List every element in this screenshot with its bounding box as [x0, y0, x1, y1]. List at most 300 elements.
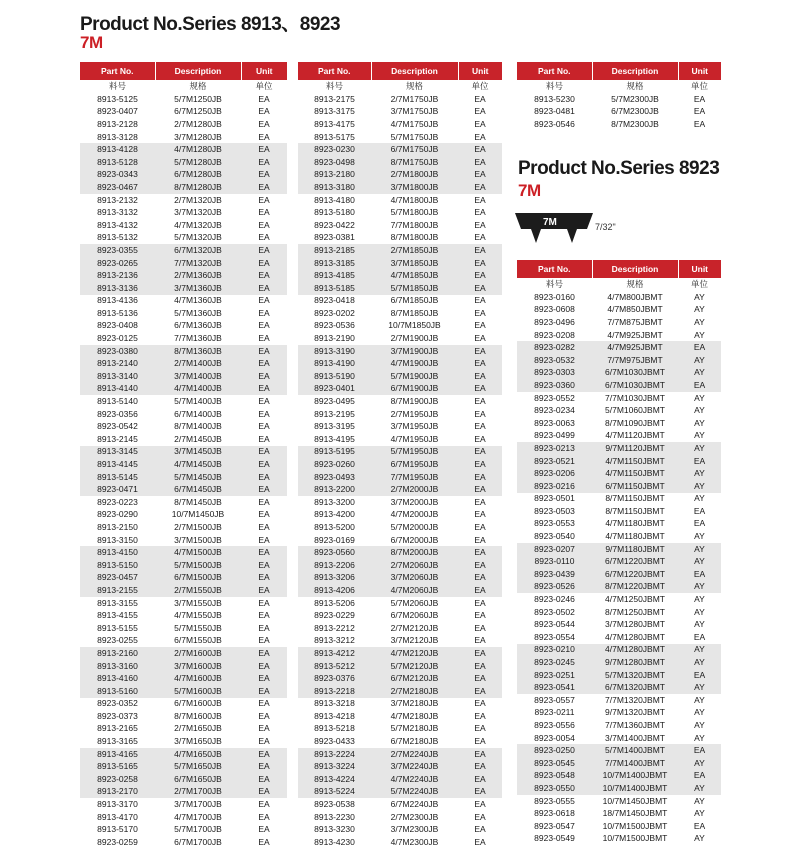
- table-row: [80, 458, 287, 471]
- unit-cell: AY: [694, 531, 705, 542]
- description-cell: 10/7M1850JB: [388, 320, 441, 331]
- description-cell: 6/7M1850JB: [390, 295, 439, 306]
- table-row: [517, 719, 721, 732]
- part-no-cell: 8923-0553: [534, 518, 575, 529]
- part-no-cell: 8913-3136: [80, 282, 155, 295]
- table-row: [80, 257, 287, 270]
- description-cell: 4/7M1400JB: [155, 383, 241, 396]
- part-no-cell: 8923-0250: [517, 744, 592, 757]
- unit-cell: EA: [258, 635, 270, 646]
- unit-cell: EA: [474, 232, 486, 243]
- part-no-cell: 8913-3195: [314, 421, 355, 432]
- part-no-cell: 8923-0545: [517, 757, 592, 770]
- header-part-no: Part No.: [80, 62, 155, 80]
- table-row: [80, 269, 287, 282]
- part-no-cell: 8913-2165: [97, 723, 138, 734]
- table-row: [80, 307, 287, 320]
- description-cell: 7/7M1400JBMT: [592, 757, 678, 770]
- table-row: [298, 357, 502, 370]
- header-unit-cn: 单位: [678, 278, 721, 291]
- description-cell: 3/7M1360JB: [155, 282, 241, 295]
- table-row: [80, 635, 287, 648]
- unit-cell: EA: [258, 824, 270, 835]
- unit-cell: EA: [241, 584, 287, 597]
- description-cell: 5/7M1280JB: [155, 156, 241, 169]
- description-cell: 4/7M2300JB: [390, 836, 439, 847]
- part-no-cell: 8923-0541: [517, 681, 592, 694]
- part-no-cell: 8913-4165: [80, 748, 155, 761]
- description-cell: 5/7M1800JB: [390, 207, 439, 218]
- description-cell: 2/7M1850JB: [371, 244, 458, 257]
- table-row: [80, 433, 287, 446]
- unit-cell: AY: [678, 681, 721, 694]
- description-cell: 5/7M2120JB: [371, 660, 458, 673]
- part-no-cell: 8913-5180: [314, 207, 355, 218]
- description-cell: 3/7M1650JB: [174, 736, 222, 747]
- part-no-cell: 8923-0503: [534, 505, 575, 516]
- unit-cell: EA: [458, 672, 502, 685]
- part-no-cell: 8923-0207: [517, 543, 592, 556]
- description-cell: 3/7M1850JB: [371, 257, 458, 270]
- description-cell: 3/7M1400JBMT: [605, 732, 665, 743]
- unit-cell: EA: [258, 710, 270, 721]
- table-row: [80, 357, 287, 370]
- table-row: [298, 710, 502, 723]
- unit-cell: EA: [693, 518, 706, 529]
- unit-cell: EA: [458, 257, 502, 270]
- table-row: [517, 392, 721, 405]
- description-cell: 3/7M1950JB: [390, 421, 439, 432]
- part-no-cell: 8923-0356: [97, 408, 138, 419]
- part-no-cell: 8913-5190: [298, 370, 371, 383]
- description-cell: 5/7M2060JB: [390, 597, 439, 608]
- part-no-cell: 8913-4195: [314, 433, 355, 444]
- unit-cell: EA: [258, 736, 270, 747]
- table-row: [517, 354, 721, 367]
- part-no-cell: 8923-0433: [314, 736, 355, 747]
- unit-cell: EA: [474, 610, 486, 621]
- description-cell: 4/7M1600JB: [155, 672, 241, 685]
- unit-cell: EA: [474, 295, 486, 306]
- part-no-cell: 8913-4170: [97, 811, 138, 822]
- description-cell: 9/7M1280JBMT: [592, 656, 678, 669]
- unit-cell: AY: [694, 493, 705, 504]
- unit-cell: EA: [474, 433, 486, 444]
- description-cell: 5/7M1360JB: [174, 307, 222, 318]
- description-cell: 5/7M1700JB: [174, 824, 222, 835]
- unit-cell: AY: [678, 543, 721, 556]
- table-row: [298, 106, 502, 119]
- description-cell: 3/7M1800JB: [371, 181, 458, 194]
- table-row: [517, 442, 721, 455]
- table-row: [517, 106, 721, 119]
- table-row: [80, 660, 287, 673]
- unit-cell: AY: [694, 594, 705, 605]
- description-cell: 10/7M1500JBMT: [602, 833, 668, 844]
- unit-cell: EA: [241, 446, 287, 459]
- unit-cell: EA: [458, 345, 502, 358]
- table-row: [517, 606, 721, 619]
- unit-cell: EA: [241, 282, 287, 295]
- description-cell: 4/7M1950JB: [390, 433, 439, 444]
- table-row: [80, 584, 287, 597]
- unit-cell: EA: [678, 568, 721, 581]
- description-cell: 2/7M1500JB: [174, 521, 222, 532]
- belt-profile-icon: [515, 213, 595, 243]
- unit-cell: EA: [241, 685, 287, 698]
- unit-cell: EA: [458, 446, 502, 459]
- unit-cell: EA: [693, 106, 706, 117]
- table-row: [517, 455, 721, 468]
- description-cell: 7/7M1950JB: [371, 471, 458, 484]
- table-row: [80, 735, 287, 748]
- part-no-cell: 8913-3132: [97, 207, 138, 218]
- table-row: [80, 572, 287, 585]
- unit-cell: EA: [474, 635, 486, 646]
- table-row: [80, 773, 287, 786]
- table-row: [517, 807, 721, 820]
- description-cell: 3/7M1750JB: [390, 106, 439, 117]
- description-cell: 5/7M2180JB: [390, 723, 439, 734]
- description-cell: 8/7M1400JB: [174, 421, 222, 432]
- header-part-no-cn: 料号: [298, 80, 371, 93]
- part-no-cell: 8923-0542: [97, 421, 138, 432]
- description-cell: 5/7M1600JB: [155, 685, 241, 698]
- description-cell: 3/7M1500JB: [174, 534, 222, 545]
- page-title: Product No.Series 8913、8923: [80, 14, 341, 35]
- description-cell: 4/7M1750JB: [390, 118, 439, 129]
- unit-cell: AY: [694, 808, 705, 819]
- part-no-cell: 8913-5136: [97, 307, 138, 318]
- table-row: [298, 446, 502, 459]
- table-row: [80, 836, 287, 849]
- table-row: [517, 367, 721, 380]
- table-row: [517, 707, 721, 720]
- header-unit: Unit: [678, 260, 721, 278]
- part-no-cell: 8923-0343: [80, 169, 155, 182]
- description-cell: 7/7M1360JBMT: [605, 719, 665, 730]
- description-cell: 5/7M1450JB: [155, 471, 241, 484]
- table-row: [80, 647, 287, 660]
- table-row: [298, 572, 502, 585]
- description-cell: 4/7M2240JB: [371, 773, 458, 786]
- unit-cell: EA: [474, 698, 486, 709]
- unit-cell: EA: [241, 257, 287, 270]
- table-row: [80, 823, 287, 836]
- description-cell: 5/7M1900JB: [371, 370, 458, 383]
- header-part-no-cn: 料号: [80, 80, 155, 93]
- unit-cell: EA: [458, 244, 502, 257]
- unit-cell: EA: [241, 269, 287, 282]
- unit-cell: AY: [694, 392, 705, 403]
- header-description-cn: 规格: [592, 80, 678, 93]
- description-cell: 8/7M1750JB: [371, 156, 458, 169]
- unit-cell: EA: [258, 799, 270, 810]
- part-no-cell: 8913-4160: [80, 672, 155, 685]
- unit-cell: EA: [258, 433, 270, 444]
- table-row: [517, 694, 721, 707]
- description-cell: 6/7M1220JBMT: [592, 568, 678, 581]
- part-no-cell: 8913-5125: [97, 93, 138, 104]
- part-no-cell: 8913-3175: [314, 106, 355, 117]
- table-row: [298, 609, 502, 622]
- unit-cell: EA: [474, 496, 486, 507]
- description-cell: 10/7M1450JB: [171, 509, 225, 520]
- part-no-cell: 8923-0282: [517, 341, 592, 354]
- description-cell: 8/7M1150JBMT: [605, 493, 665, 504]
- unit-cell: EA: [474, 736, 486, 747]
- table-row: [517, 795, 721, 808]
- table-row: [80, 295, 287, 308]
- part-no-cell: 8923-0481: [534, 106, 575, 117]
- unit-cell: EA: [458, 143, 502, 156]
- table-row: [298, 206, 502, 219]
- unit-cell: EA: [241, 169, 287, 182]
- part-no-cell: 8913-4200: [314, 509, 355, 520]
- table-row: [298, 760, 502, 773]
- unit-cell: EA: [258, 421, 270, 432]
- description-cell: 6/7M2240JB: [390, 799, 439, 810]
- unit-cell: EA: [693, 93, 706, 104]
- unit-cell: EA: [241, 156, 287, 169]
- description-cell: 10/7M1450JBMT: [602, 795, 668, 806]
- part-no-cell: 8923-0408: [97, 320, 138, 331]
- part-no-cell: 8923-0407: [97, 106, 138, 117]
- description-cell: 6/7M2300JB: [611, 106, 659, 117]
- table-row: [517, 593, 721, 606]
- description-cell: 8/7M1090JBMT: [605, 417, 665, 428]
- table-row: [298, 672, 502, 685]
- description-cell: 6/7M1550JB: [174, 635, 222, 646]
- description-cell: 5/7M1250JB: [174, 93, 222, 104]
- table-row: [298, 723, 502, 736]
- description-cell: 5/7M1500JB: [155, 559, 241, 572]
- section-belt-type-heading: 7M: [518, 181, 541, 200]
- unit-cell: EA: [458, 584, 502, 597]
- table-row: [80, 509, 287, 522]
- part-no-cell: 8923-0352: [97, 698, 138, 709]
- part-no-cell: 8923-0246: [534, 594, 575, 605]
- header-part-no: Part No.: [517, 62, 592, 80]
- part-no-cell: 8923-0557: [534, 694, 575, 705]
- description-cell: 6/7M1360JB: [174, 320, 222, 331]
- table-row: [298, 219, 502, 232]
- unit-cell: EA: [258, 232, 270, 243]
- part-no-cell: 8923-0208: [534, 329, 575, 340]
- unit-cell: EA: [258, 333, 270, 344]
- unit-cell: EA: [474, 723, 486, 734]
- description-cell: 3/7M2240JB: [371, 760, 458, 773]
- description-cell: 4/7M1280JB: [155, 143, 241, 156]
- table-row: [80, 93, 287, 106]
- description-cell: 9/7M1180JBMT: [592, 543, 678, 556]
- description-cell: 4/7M2180JB: [390, 710, 439, 721]
- description-cell: 4/7M1150JBMT: [592, 467, 678, 480]
- description-cell: 6/7M1500JB: [155, 572, 241, 585]
- table-row: [298, 698, 502, 711]
- table-row: [298, 647, 502, 660]
- part-no-cell: 8913-4175: [314, 118, 355, 129]
- table-row: [80, 698, 287, 711]
- unit-cell: EA: [678, 341, 721, 354]
- description-cell: 6/7M1650JB: [155, 773, 241, 786]
- part-no-cell: 8923-0381: [314, 232, 355, 243]
- description-cell: 9/7M1320JBMT: [605, 707, 665, 718]
- part-no-cell: 8923-0502: [534, 606, 575, 617]
- description-cell: 2/7M1800JB: [371, 169, 458, 182]
- table-row: [298, 383, 502, 396]
- description-cell: 5/7M1400JB: [174, 396, 222, 407]
- description-cell: 4/7M1450JB: [155, 458, 241, 471]
- part-no-cell: 8923-0560: [298, 546, 371, 559]
- table-row: [80, 194, 287, 207]
- table-row: [80, 710, 287, 723]
- table-row: [298, 143, 502, 156]
- unit-cell: EA: [241, 143, 287, 156]
- unit-cell: AY: [678, 782, 721, 795]
- description-cell: 6/7M1030JBMT: [592, 367, 678, 380]
- description-cell: 5/7M2300JB: [611, 93, 659, 104]
- unit-cell: EA: [678, 379, 721, 392]
- table-row: [517, 631, 721, 644]
- table-row: [298, 798, 502, 811]
- part-no-cell: 8913-4145: [80, 458, 155, 471]
- unit-cell: AY: [694, 316, 705, 327]
- table-row: [80, 383, 287, 396]
- unit-cell: EA: [258, 597, 270, 608]
- part-no-cell: 8913-2150: [97, 521, 138, 532]
- description-cell: 6/7M1450JB: [155, 483, 241, 496]
- unit-cell: EA: [693, 118, 706, 129]
- header-part-no: Part No.: [517, 260, 592, 278]
- unit-cell: EA: [241, 672, 287, 685]
- part-no-cell: 8923-0495: [314, 396, 355, 407]
- part-no-cell: 8923-0496: [534, 316, 575, 327]
- unit-cell: EA: [458, 572, 502, 585]
- unit-cell: EA: [474, 811, 486, 822]
- part-no-cell: 8923-0160: [534, 291, 575, 302]
- description-cell: 18/7M1450JBMT: [602, 808, 668, 819]
- part-no-cell: 8923-0548: [517, 770, 592, 783]
- parts-table-4: [517, 260, 721, 845]
- table-row: [298, 534, 502, 547]
- table-row: [298, 521, 502, 534]
- part-no-cell: 8913-5195: [298, 446, 371, 459]
- part-no-cell: 8923-0471: [80, 483, 155, 496]
- unit-cell: EA: [474, 421, 486, 432]
- table-row: [517, 833, 721, 846]
- part-no-cell: 8913-5206: [314, 597, 355, 608]
- unit-cell: EA: [241, 181, 287, 194]
- part-no-cell: 8913-3155: [97, 597, 138, 608]
- part-no-cell: 8913-3218: [314, 698, 355, 709]
- unit-cell: EA: [241, 383, 287, 396]
- table-row: [517, 618, 721, 631]
- description-cell: 4/7M1850JB: [371, 269, 458, 282]
- description-cell: 4/7M1150JBMT: [592, 455, 678, 468]
- part-no-cell: 8913-3180: [298, 181, 371, 194]
- description-cell: 2/7M2060JB: [371, 559, 458, 572]
- table-row: [80, 156, 287, 169]
- unit-cell: AY: [678, 442, 721, 455]
- table-row: [298, 458, 502, 471]
- part-no-cell: 8913-5175: [314, 131, 355, 142]
- header-part-no-cn: 料号: [517, 80, 592, 93]
- unit-cell: EA: [474, 836, 486, 847]
- description-cell: 6/7M1700JB: [174, 836, 222, 847]
- description-cell: 10/7M1400JBMT: [592, 782, 678, 795]
- table-row: [298, 836, 502, 849]
- part-no-cell: 8923-0457: [80, 572, 155, 585]
- table-row: [298, 546, 502, 559]
- part-no-cell: 8913-5212: [298, 660, 371, 673]
- part-no-cell: 8913-4230: [314, 836, 355, 847]
- description-cell: 4/7M1800JB: [390, 194, 439, 205]
- description-cell: 10/7M1500JBMT: [602, 820, 668, 831]
- part-no-cell: 8913-2132: [97, 194, 138, 205]
- table-row: [517, 669, 721, 682]
- table-row: [517, 732, 721, 745]
- description-cell: 6/7M1320JB: [155, 244, 241, 257]
- description-cell: 4/7M2120JB: [371, 647, 458, 660]
- unit-cell: EA: [474, 534, 486, 545]
- table-row: [517, 782, 721, 795]
- unit-cell: AY: [694, 405, 705, 416]
- table-row: [80, 559, 287, 572]
- header-unit-cn: 单位: [241, 80, 287, 93]
- part-no-cell: 8913-5132: [97, 232, 138, 243]
- table-row: [298, 408, 502, 421]
- part-no-cell: 8923-0418: [314, 295, 355, 306]
- table-row: [80, 471, 287, 484]
- part-no-cell: 8923-0538: [314, 799, 355, 810]
- unit-cell: EA: [458, 786, 502, 799]
- table-row: [298, 345, 502, 358]
- unit-cell: EA: [693, 820, 706, 831]
- table-row: [80, 723, 287, 736]
- description-cell: 2/7M1600JB: [155, 647, 241, 660]
- part-no-cell: 8913-3230: [314, 824, 355, 835]
- table-row: [80, 597, 287, 610]
- part-no-cell: 8923-0229: [314, 610, 355, 621]
- part-no-cell: 8923-0303: [517, 367, 592, 380]
- part-no-cell: 8923-0493: [298, 471, 371, 484]
- part-no-cell: 8923-0355: [80, 244, 155, 257]
- unit-cell: EA: [458, 660, 502, 673]
- part-no-cell: 8923-0498: [298, 156, 371, 169]
- table-row: [517, 530, 721, 543]
- table-row: [517, 417, 721, 430]
- unit-cell: EA: [241, 357, 287, 370]
- part-no-cell: 8913-3185: [298, 257, 371, 270]
- part-no-cell: 8923-0536: [314, 320, 355, 331]
- part-no-cell: 8923-0555: [534, 795, 575, 806]
- part-no-cell: 8923-0255: [97, 635, 138, 646]
- part-no-cell: 8913-2175: [314, 93, 355, 104]
- part-no-cell: 8923-0211: [534, 707, 575, 718]
- header-description: Description: [155, 62, 241, 80]
- description-cell: 4/7M2060JB: [371, 584, 458, 597]
- table-row: [517, 644, 721, 657]
- unit-cell: EA: [458, 685, 502, 698]
- unit-cell: EA: [258, 320, 270, 331]
- part-no-cell: 8913-4206: [298, 584, 371, 597]
- part-no-cell: 8923-0210: [517, 644, 592, 657]
- description-cell: 3/7M1280JB: [174, 131, 222, 142]
- unit-cell: EA: [474, 194, 486, 205]
- table-row: [517, 329, 721, 342]
- unit-cell: AY: [678, 480, 721, 493]
